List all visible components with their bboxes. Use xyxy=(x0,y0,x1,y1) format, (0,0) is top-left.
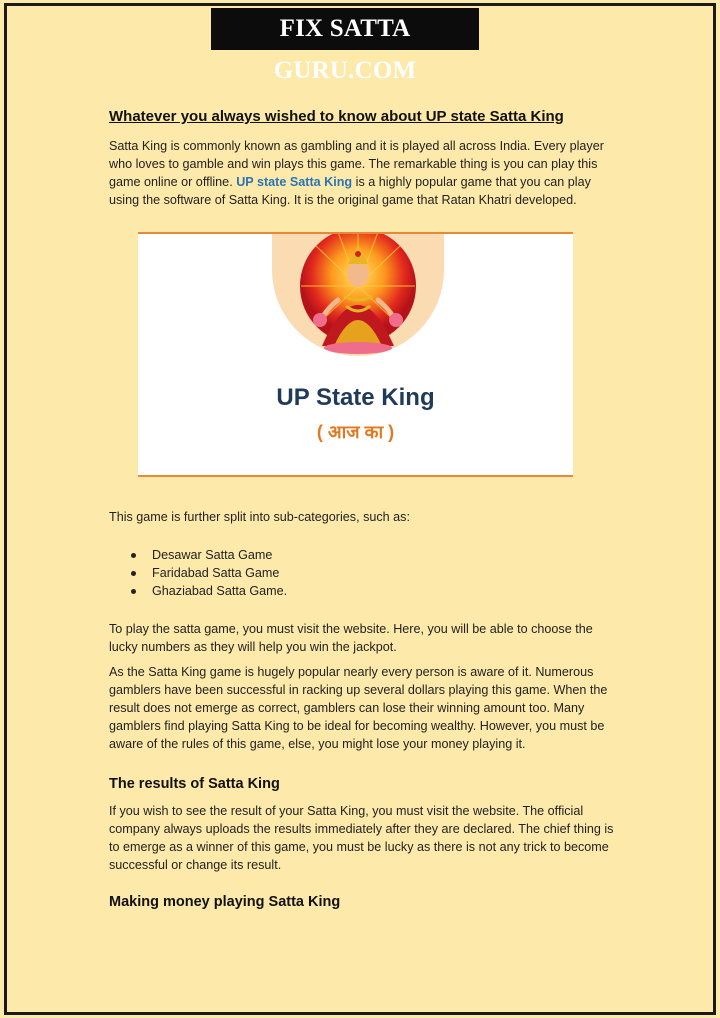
intro-paragraph xyxy=(109,137,617,209)
intro-text-start: Satta King is commonly known as gambling and it is played all across India. Every player who loves to gamble and win plays this game. The remarkable thing is you can play this game online or offline. xyxy=(109,139,604,189)
intro-text-end: is a highly popular game that you can play using the software of Satta King. It is the original game that Ratan Khatri developed. xyxy=(109,175,591,207)
site-logo[interactable]: FIX SATTA GURU.COM xyxy=(211,8,479,50)
goddess-illustration xyxy=(272,234,444,356)
article xyxy=(109,108,617,920)
list-item: Ghaziabad Satta Game. xyxy=(109,582,617,600)
article-heading: Whatever you always wished to know about UP state Satta King xyxy=(109,108,564,125)
list-item: Faridabad Satta Game xyxy=(109,564,617,582)
up-state-king-banner xyxy=(138,232,573,477)
split-paragraph: This game is further split into sub-categories, such as: xyxy=(109,510,410,524)
banner-title: UP State King xyxy=(276,384,435,411)
up-state-satta-king-link[interactable]: UP state Satta King xyxy=(236,175,353,189)
play-paragraph: To play the satta game, you must visit the website. Here, you will be able to choose the lucky numbers as they will help you win the jackpot. xyxy=(109,622,593,654)
list-item: Desawar Satta Game xyxy=(109,546,617,564)
category-list xyxy=(109,546,617,600)
money-heading: Making money playing Satta King xyxy=(109,894,341,910)
deity-image xyxy=(272,234,444,356)
results-heading: The results of Satta King xyxy=(109,776,280,792)
results-paragraph: If you wish to see the result of your Satta King, you must visit the website. The official company always uploads the results immediately after they are declared. The chief thing is to emerge as a winner of this game, you must be lucky as there is not any trick to become successful or change its result. xyxy=(109,804,614,872)
popular-paragraph: As the Satta King game is hugely popular nearly every person is aware of it. Numerous gamblers have been successful in racking up several dollars playing this game. When the result does not emerge as correct, gamblers can lose their winning amount too. Many gamblers find playing Satta King to be ideal for becoming wealthy. However, you must be aware of the rules of this game, else, you might lose your money playing it. xyxy=(109,665,608,751)
banner-subtitle: ( आज का ) xyxy=(316,422,395,442)
